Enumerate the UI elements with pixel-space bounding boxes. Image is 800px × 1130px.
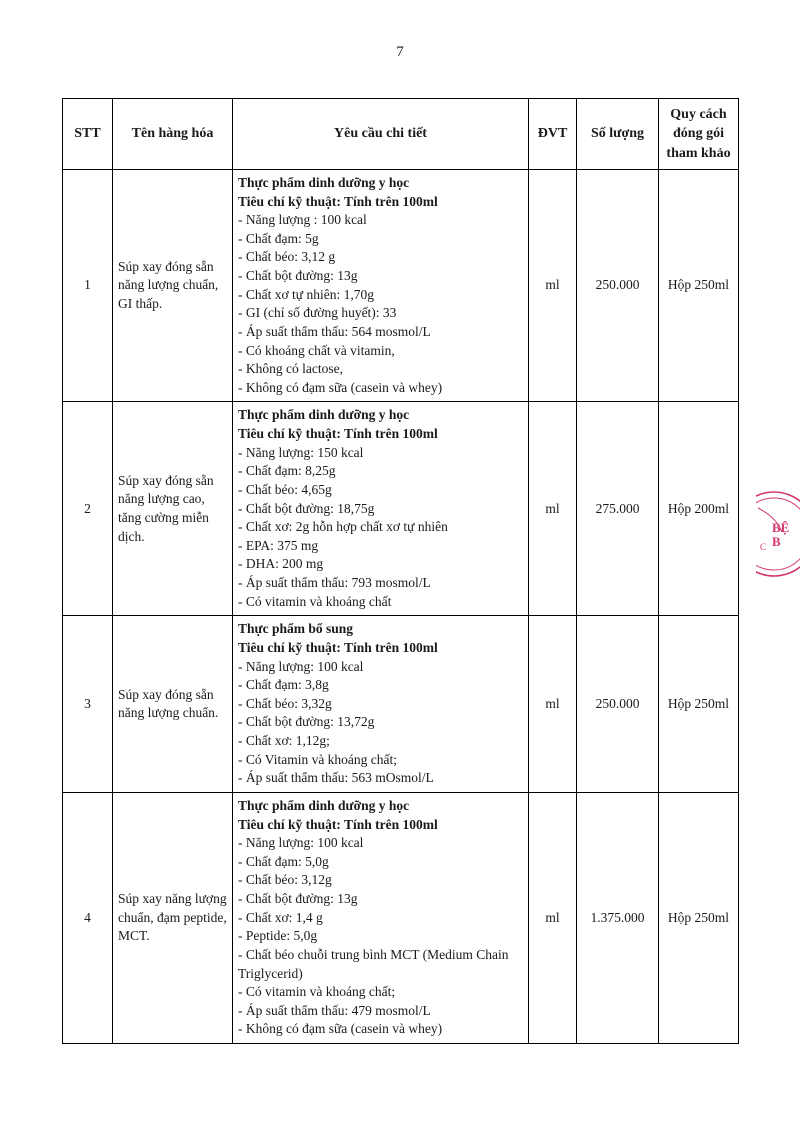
requirement-line: - Áp suất thẩm thấu: 793 mosmol/L (238, 575, 431, 591)
requirement-title-2: Tiêu chí kỹ thuật: Tính trên 100ml (238, 426, 438, 442)
requirement-line: - Năng lượng: 100 kcal (238, 835, 364, 851)
requirement-line: - Chất xơ: 1,12g; (238, 733, 330, 749)
svg-text:B: B (772, 534, 781, 549)
requirement-line: - Chất béo: 3,12g (238, 872, 332, 888)
cell-unit: ml (529, 402, 577, 616)
page-number: 7 (396, 44, 404, 60)
requirement-line: - Chất đạm: 8,25g (238, 463, 336, 479)
requirement-line: - Chất đạm: 3,8g (238, 677, 329, 693)
requirement-line: - Chất béo: 4,65g (238, 481, 332, 497)
requirement-line: - Peptide: 5,0g (238, 928, 318, 944)
header-quantity: Số lượng (577, 99, 659, 170)
requirement-line: - Năng lượng : 100 kcal (238, 212, 367, 228)
cell-stt: 2 (63, 402, 113, 616)
cell-packaging: Hộp 200ml (659, 402, 739, 616)
table-row (63, 402, 739, 616)
requirement-line: - Năng lượng: 150 kcal (238, 444, 364, 460)
header-product-name: Tên hàng hóa (113, 99, 233, 170)
requirement-line: - Chất xơ: 1,4 g (238, 909, 323, 925)
requirement-title-2: Tiêu chí kỹ thuật: Tính trên 100ml (238, 193, 438, 209)
table-row (63, 169, 739, 402)
requirement-line: - Có vitamin và khoáng chất (238, 593, 392, 609)
requirement-title-1: Thực phẩm dinh dưỡng y học (238, 174, 410, 190)
specification-table (62, 98, 739, 1044)
requirement-line: - Chất xơ: 2g hỗn hợp chất xơ tự nhiên (238, 519, 448, 535)
header-packaging: Quy cách đóng gói tham khảo (659, 99, 739, 170)
cell-unit: ml (529, 169, 577, 402)
requirement-line: - Chất béo: 3,32g (238, 695, 332, 711)
requirement-line: - Có khoáng chất và vitamin, (238, 342, 395, 358)
header-unit: ĐVT (529, 99, 577, 170)
table-row (63, 616, 739, 793)
cell-quantity: 250.000 (577, 169, 659, 402)
requirement-line: - Chất đạm: 5g (238, 230, 319, 246)
requirement-line: - Chất béo chuỗi trung bình MCT (Medium Chain Triglycerid) (238, 946, 512, 981)
cell-unit: ml (529, 616, 577, 793)
requirement-line: - Chất bột đường: 18,75g (238, 500, 375, 516)
official-seal-stamp (756, 488, 800, 580)
requirement-title-1: Thực phẩm dinh dưỡng y học (238, 407, 410, 423)
cell-packaging: Hộp 250ml (659, 169, 739, 402)
cell-stt: 3 (63, 616, 113, 793)
cell-product-name: Súp xay đóng sẵn năng lượng cao, tăng cường miễn dịch. (113, 402, 233, 616)
cell-packaging: Hộp 250ml (659, 616, 739, 793)
svg-text:C: C (760, 542, 767, 552)
requirement-line: - Chất bột đường: 13g (238, 891, 358, 907)
cell-quantity: 1.375.000 (577, 792, 659, 1043)
requirement-line: - Chất béo: 3,12 g (238, 249, 336, 265)
cell-requirements (233, 616, 529, 793)
header-stt: STT (63, 99, 113, 170)
requirement-line: - Chất bột đường: 13,72g (238, 714, 375, 730)
requirement-line: - Không có đạm sữa (casein và whey) (238, 379, 443, 395)
cell-quantity: 275.000 (577, 402, 659, 616)
cell-stt: 4 (63, 792, 113, 1043)
cell-stt: 1 (63, 169, 113, 402)
requirement-line: - Không có đạm sữa (casein và whey) (238, 1021, 443, 1037)
requirement-line: - Chất xơ tự nhiên: 1,70g (238, 286, 374, 302)
cell-unit: ml (529, 792, 577, 1043)
cell-requirements (233, 792, 529, 1043)
header-requirements: Yêu cầu chi tiết (233, 99, 529, 170)
requirement-line: - Chất đạm: 5,0g (238, 853, 329, 869)
requirement-title-1: Thực phẩm dinh dưỡng y học (238, 797, 410, 813)
requirement-line: - GI (chỉ số đường huyết): 33 (238, 305, 397, 321)
requirement-line: - EPA: 375 mg (238, 537, 319, 553)
cell-product-name: Súp xay đóng sẵn năng lượng chuẩn, GI thấp. (113, 169, 233, 402)
cell-requirements (233, 169, 529, 402)
requirement-line: - Chất bột đường: 13g (238, 268, 358, 284)
table-row (63, 792, 739, 1043)
requirement-line: - Áp suất thẩm thấu: 563 mOsmol/L (238, 770, 434, 786)
cell-requirements (233, 402, 529, 616)
requirement-line: - Không có lactose, (238, 361, 343, 377)
requirement-line: - DHA: 200 mg (238, 556, 324, 572)
requirement-title-2: Tiêu chí kỹ thuật: Tính trên 100ml (238, 639, 438, 655)
cell-product-name: Súp xay năng lượng chuẩn, đạm peptide, MCT. (113, 792, 233, 1043)
cell-quantity: 250.000 (577, 616, 659, 793)
requirement-line: - Có vitamin và khoáng chất; (238, 984, 396, 1000)
requirement-title-2: Tiêu chí kỹ thuật: Tính trên 100ml (238, 816, 438, 832)
spec-table-container (62, 98, 738, 1044)
table-header-row (63, 99, 739, 170)
requirement-line: - Áp suất thẩm thấu: 564 mosmol/L (238, 323, 431, 339)
requirement-line: - Áp suất thẩm thấu: 479 mosmol/L (238, 1002, 431, 1018)
cell-packaging: Hộp 250ml (659, 792, 739, 1043)
svg-text:BỆ: BỆ (772, 520, 790, 535)
requirement-line: - Có Vitamin và khoáng chất; (238, 751, 398, 767)
requirement-title-1: Thực phẩm bổ sung (238, 621, 354, 637)
cell-product-name: Súp xay đóng sẵn năng lượng chuẩn. (113, 616, 233, 793)
requirement-line: - Năng lượng: 100 kcal (238, 658, 364, 674)
